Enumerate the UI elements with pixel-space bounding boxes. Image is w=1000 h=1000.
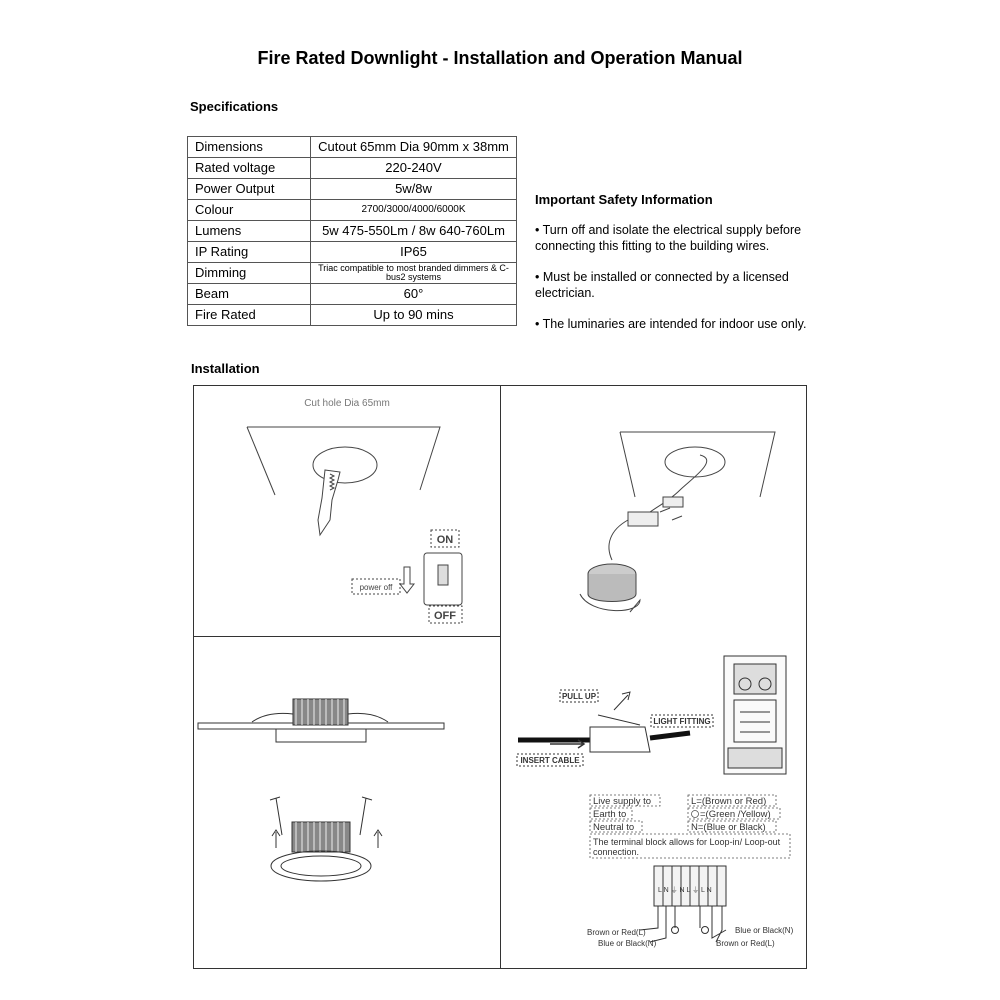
specifications-heading: Specifications bbox=[190, 99, 279, 114]
spec-key: IP Rating bbox=[188, 242, 311, 263]
terminal-base bbox=[728, 748, 782, 768]
wire-label: Brown or Red(L) bbox=[716, 939, 775, 948]
safety-heading: Important Safety Information bbox=[535, 192, 713, 207]
spec-value: Cutout 65mm Dia 90mm x 38mm bbox=[311, 137, 517, 158]
spec-value: Triac compatible to most branded dimmers & C-bus2 systems bbox=[311, 263, 517, 284]
driver-box-icon bbox=[628, 512, 658, 526]
fitting-cable bbox=[650, 733, 690, 738]
earth-color-label: =(Green /Yellow) bbox=[700, 809, 771, 820]
loop-note-line2: connection. bbox=[593, 847, 640, 857]
spec-value: 60° bbox=[311, 284, 517, 305]
loop-note-line1: The terminal block allows for Loop-in/ Loop-out bbox=[593, 837, 781, 847]
ceiling-outline bbox=[620, 432, 775, 497]
downlight-body bbox=[588, 574, 636, 602]
spec-value: 5w 475-550Lm / 8w 640-760Lm bbox=[311, 221, 517, 242]
up-arrow-icon bbox=[272, 830, 280, 848]
insert-cable-label: INSERT CABLE bbox=[520, 756, 580, 765]
on-label: ON bbox=[436, 534, 454, 546]
off-label: OFF bbox=[434, 610, 456, 622]
spec-key: Fire Rated bbox=[188, 305, 311, 326]
spec-value: Up to 90 mins bbox=[311, 305, 517, 326]
pull-up-label: PULL UP bbox=[561, 692, 597, 701]
neutral-label: Neutral to bbox=[593, 822, 635, 833]
ceiling-outline bbox=[247, 427, 440, 495]
light-fitting-label: LIGHT FITTING bbox=[653, 717, 711, 726]
neutral-color-label: N=(Blue or Black) bbox=[691, 822, 766, 833]
spec-key: Dimming bbox=[188, 263, 311, 284]
step-connect-wires bbox=[580, 432, 775, 612]
terminal-strip bbox=[587, 866, 794, 948]
spec-value: 220-240V bbox=[311, 158, 517, 179]
power-off-label: power off bbox=[359, 583, 393, 592]
earth-icon bbox=[702, 927, 709, 934]
terminal-screws bbox=[734, 664, 776, 694]
safety-item: • Must be installed or connected by a licensed electrician. bbox=[535, 270, 789, 300]
installation-heading: Installation bbox=[191, 361, 260, 376]
live-label: Live supply to bbox=[593, 796, 652, 807]
safety-item: • The luminaries are intended for indoor use only. bbox=[535, 317, 807, 331]
step-mounted-fitting bbox=[198, 699, 444, 742]
ceiling-hole bbox=[665, 447, 725, 477]
spec-key: Power Output bbox=[188, 179, 311, 200]
step-terminal-block bbox=[517, 656, 786, 774]
trim-ring bbox=[276, 729, 366, 742]
safety-item: • Turn off and isolate the electrical supply before connecting this fitting to the building wires. bbox=[535, 223, 802, 253]
svg-text:L N ⏚ N L ⏚ L N: L N ⏚ N L ⏚ L N bbox=[658, 887, 712, 894]
earth-label: Earth to bbox=[593, 809, 627, 820]
spec-value: IP65 bbox=[311, 242, 517, 263]
spec-key: Colour bbox=[188, 200, 311, 221]
wire-label: Blue or Black(N) bbox=[735, 926, 794, 935]
spec-key: Rated voltage bbox=[188, 158, 311, 179]
spec-value: 2700/3000/4000/6000K bbox=[311, 200, 517, 221]
terminal-block-icon bbox=[663, 497, 683, 507]
wiring-legend bbox=[590, 795, 790, 858]
down-arrow-icon bbox=[400, 567, 414, 593]
spec-key: Beam bbox=[188, 284, 311, 305]
step-insert-fitting bbox=[270, 797, 382, 881]
up-arrow-icon bbox=[374, 830, 382, 848]
earth-icon bbox=[692, 811, 699, 818]
switch-toggle-icon bbox=[438, 565, 448, 585]
page-title: Fire Rated Downlight - Installation and Operation Manual bbox=[257, 48, 743, 68]
clip-tips bbox=[270, 797, 372, 800]
spec-value: 5w/8w bbox=[311, 179, 517, 200]
saw-blade-icon bbox=[318, 470, 340, 535]
wire-label: Blue or Black(N) bbox=[598, 939, 657, 948]
cable-clamp bbox=[590, 727, 650, 752]
heat-sink bbox=[292, 822, 350, 852]
step-cut-hole bbox=[247, 398, 462, 623]
pull-up-arrow-icon bbox=[614, 692, 630, 710]
spec-key: Lumens bbox=[188, 221, 311, 242]
spec-key: Dimensions bbox=[188, 137, 311, 158]
lamp-cable bbox=[609, 520, 628, 560]
cut-hole bbox=[313, 447, 377, 483]
trim-inner bbox=[281, 856, 361, 876]
connect-arrows bbox=[660, 508, 682, 520]
wire-label: Brown or Red(L) bbox=[587, 928, 646, 937]
clamp-lever bbox=[598, 715, 640, 725]
live-color-label: L=(Brown or Red) bbox=[691, 796, 767, 807]
cut-hole-label: Cut hole Dia 65mm bbox=[304, 398, 390, 409]
